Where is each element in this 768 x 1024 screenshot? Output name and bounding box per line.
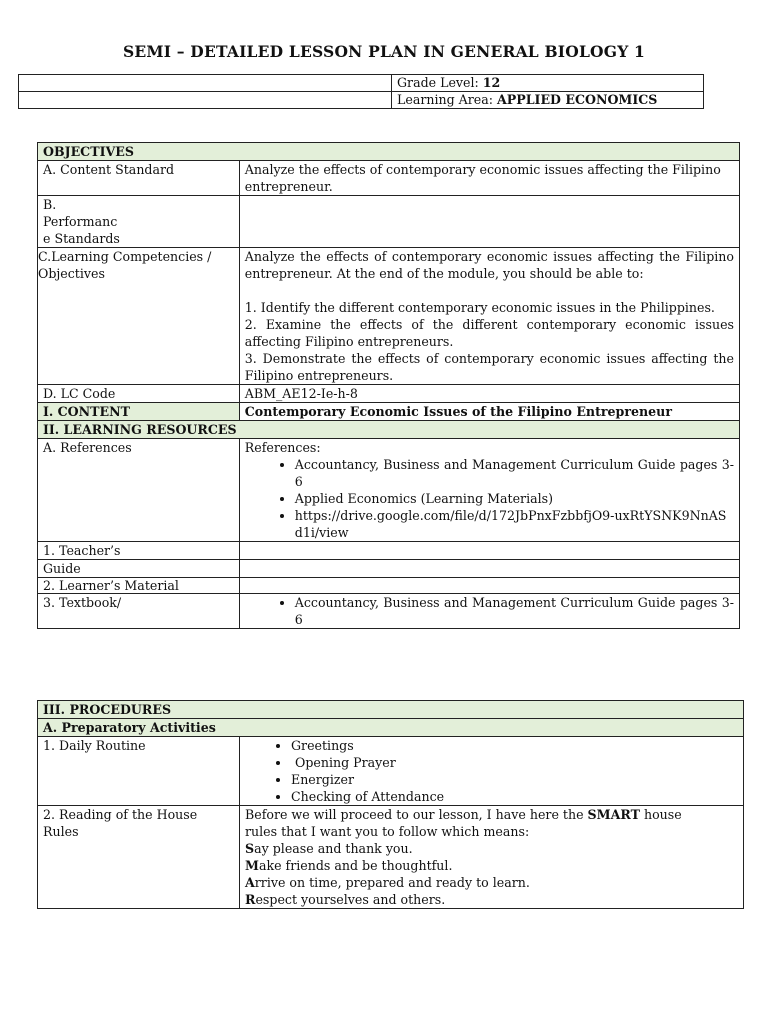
content-standard-label: A. Content Standard bbox=[38, 161, 240, 196]
rule-letter: M bbox=[245, 858, 259, 873]
teachers-guide-value bbox=[239, 542, 739, 560]
content-value: Contemporary Economic Issues of the Filipino Entrepreneur bbox=[239, 403, 739, 421]
textbook-list bbox=[245, 594, 734, 628]
textbook-value bbox=[239, 594, 739, 629]
teachers-guide-label-cont: Guide bbox=[38, 560, 240, 578]
rules-intro-text: rules that I want you to follow which means: bbox=[245, 824, 530, 839]
reference-link[interactable]: • https://drive.google.com/file/d/172JbPnxFzbbfjO9-uxRtYSNK9NnASd1i/view bbox=[295, 507, 734, 541]
rule-text: espect yourselves and others. bbox=[255, 892, 446, 907]
performance-label-line: Performanc bbox=[43, 214, 118, 229]
house-rules-value bbox=[240, 806, 744, 909]
daily-routine-item: • Greetings bbox=[291, 737, 738, 754]
teachers-guide-value-cont bbox=[239, 560, 739, 578]
rule-letter: S bbox=[245, 841, 255, 856]
rule-letter: R bbox=[245, 892, 256, 907]
grade-level-value: 12 bbox=[482, 75, 501, 90]
preparatory-activities-heading: A. Preparatory Activities bbox=[38, 719, 744, 737]
teachers-guide-line: 1. Teacher’s bbox=[43, 543, 121, 558]
reference-item: • Accountancy, Business and Management Curriculum Guide pages 3-6 bbox=[295, 456, 734, 490]
lc-objective-item: 3. Demonstrate the effects of contemporary economic issues affecting the Filipino entrepreneurs. bbox=[244, 351, 734, 383]
document-title: SEMI – DETAILED LESSON PLAN IN GENERAL BIOLOGY 1 bbox=[122, 42, 646, 61]
learning-area-label: Learning Area: bbox=[397, 92, 497, 107]
references-label: A. References bbox=[38, 439, 240, 542]
performance-standards-value bbox=[239, 196, 739, 248]
header-blank-cell bbox=[19, 75, 392, 92]
learners-material-value bbox=[239, 578, 739, 594]
rule-text: ay please and thank you. bbox=[254, 841, 413, 856]
procedures-table bbox=[37, 700, 744, 909]
learning-competencies-label: C.Learning Competencies / Objectives bbox=[38, 248, 240, 385]
textbook-label: 3. Textbook/ bbox=[38, 594, 240, 629]
daily-routine-item: • Opening Prayer bbox=[291, 754, 738, 771]
learning-resources-heading: II. LEARNING RESOURCES bbox=[38, 421, 740, 439]
learning-competencies-value bbox=[239, 248, 739, 385]
rules-intro-text: house bbox=[639, 807, 682, 822]
lc-objective-item: 1. Identify the different contemporary economic issues in the Philippines. bbox=[244, 300, 715, 315]
procedures-heading: III. PROCEDURES bbox=[38, 701, 744, 719]
house-rules-intro bbox=[245, 806, 738, 823]
lc-intro: Analyze the effects of contemporary economic issues affecting the Filipino entrepreneur. At the end of the module, you should be able to: bbox=[244, 249, 734, 281]
rule-letter: A bbox=[245, 875, 255, 890]
references-intro: References: bbox=[244, 440, 321, 455]
content-heading: I. CONTENT bbox=[38, 403, 240, 421]
smart-acronym: SMART bbox=[587, 807, 640, 822]
learning-area-cell bbox=[392, 92, 704, 109]
rule-line bbox=[245, 874, 738, 891]
references-value bbox=[239, 439, 739, 542]
daily-routine-item: • Energizer bbox=[291, 771, 738, 788]
learning-area-value: APPLIED ECONOMICS bbox=[496, 92, 658, 107]
grade-level-cell bbox=[392, 75, 704, 92]
daily-routine-list bbox=[245, 737, 738, 805]
lesson-plan-table bbox=[37, 142, 740, 629]
learners-material-label: 2. Learner’s Material bbox=[38, 578, 240, 594]
grade-level-label: Grade Level: bbox=[397, 75, 483, 90]
daily-routine-item: • Checking of Attendance bbox=[291, 788, 738, 805]
house-rules-label: 2. Reading of the House Rules bbox=[38, 806, 240, 909]
rule-text: ake friends and be thoughtful. bbox=[258, 858, 453, 873]
reference-item: • Applied Economics (Learning Materials) bbox=[295, 490, 734, 507]
rule-line bbox=[245, 857, 738, 874]
content-standard-value: Analyze the effects of contemporary economic issues affecting the Filipino entrepreneur. bbox=[239, 161, 739, 196]
lc-code-value: ABM_AE12-Ie-h-8 bbox=[239, 385, 739, 403]
performance-label-line: B. bbox=[43, 197, 57, 212]
references-list bbox=[245, 456, 734, 541]
daily-routine-value bbox=[240, 737, 744, 806]
rule-text: rrive on time, prepared and ready to learn. bbox=[254, 875, 530, 890]
lc-code-label: D. LC Code bbox=[38, 385, 240, 403]
performance-label-line: e Standards bbox=[43, 231, 120, 246]
textbook-item: • Accountancy, Business and Management Curriculum Guide pages 3-6 bbox=[295, 594, 734, 628]
rule-line bbox=[245, 891, 738, 908]
teachers-guide-label bbox=[38, 542, 240, 560]
rule-line bbox=[245, 840, 738, 857]
lc-objective-item: 2. Examine the effects of the different contemporary economic issues affecting Filipino entrepreneurs. bbox=[244, 317, 734, 349]
header-info-table bbox=[18, 74, 704, 109]
performance-standards-label bbox=[38, 196, 240, 248]
rules-intro-text: Before we will proceed to our lesson, I have here the bbox=[245, 807, 588, 822]
daily-routine-label: 1. Daily Routine bbox=[38, 737, 240, 806]
objectives-heading: OBJECTIVES bbox=[38, 143, 740, 161]
header-blank-cell bbox=[19, 92, 392, 109]
